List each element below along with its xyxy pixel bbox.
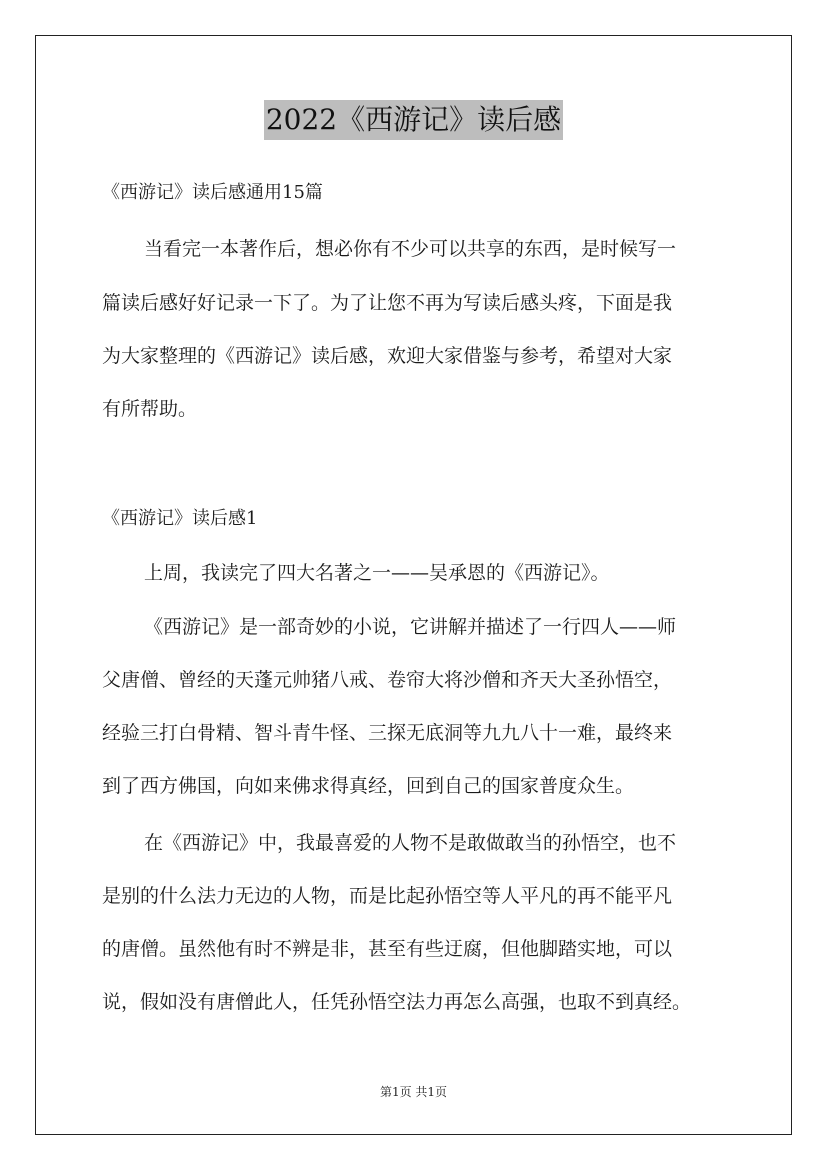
paragraph-3-line-4: 说，假如没有唐僧此人，任凭孙悟空法力再怎么高强，也取不到真经。 [102,991,692,1013]
document-title: 2022《西游记》读后感 [264,100,563,140]
paragraph-2-line-3: 经验三打白骨精、智斗青牛怪、三探无底洞等九九八十一难，最终来 [102,722,673,744]
paragraph-3-line-2: 是别的什么法力无边的人物，而是比起孙悟空等人平凡的再不能平凡 [102,885,673,907]
intro-line-1: 当看完一本著作后，想必你有不少可以共享的东西，是时候写一 [144,238,677,260]
section-heading: 《西游记》读后感1 [102,508,258,529]
intro-line-4: 有所帮助。 [102,398,198,420]
paragraph-2-line-2: 父唐僧、曾经的天蓬元帅猪八戒、卷帘大将沙僧和齐天大圣孙悟空， [102,669,673,691]
title-container [0,100,827,140]
paragraph-3-line-1: 在《西游记》中，我最喜爱的人物不是敢做敢当的孙悟空，也不 [144,832,677,854]
document-subtitle: 《西游记》读后感通用15篇 [102,182,323,203]
intro-line-2: 篇读后感好好记录一下了。为了让您不再为写读后感头疼，下面是我 [102,292,673,314]
paragraph-3-line-3: 的唐僧。虽然他有时不辨是非，甚至有些迂腐，但他脚踏实地，可以 [102,938,673,960]
intro-line-3: 为大家整理的《西游记》读后感，欢迎大家借鉴与参考，希望对大家 [102,345,673,367]
paragraph-1: 上周，我读完了四大名著之一——吴承恩的《西游记》。 [144,562,610,584]
paragraph-2-line-1: 《西游记》是一部奇妙的小说，它讲解并描述了一行四人——师 [144,616,677,638]
paragraph-2-line-4: 到了西方佛国，向如来佛求得真经，回到自己的国家普度众生。 [102,775,635,797]
page-footer: 第1页 共1页 [379,1085,448,1099]
